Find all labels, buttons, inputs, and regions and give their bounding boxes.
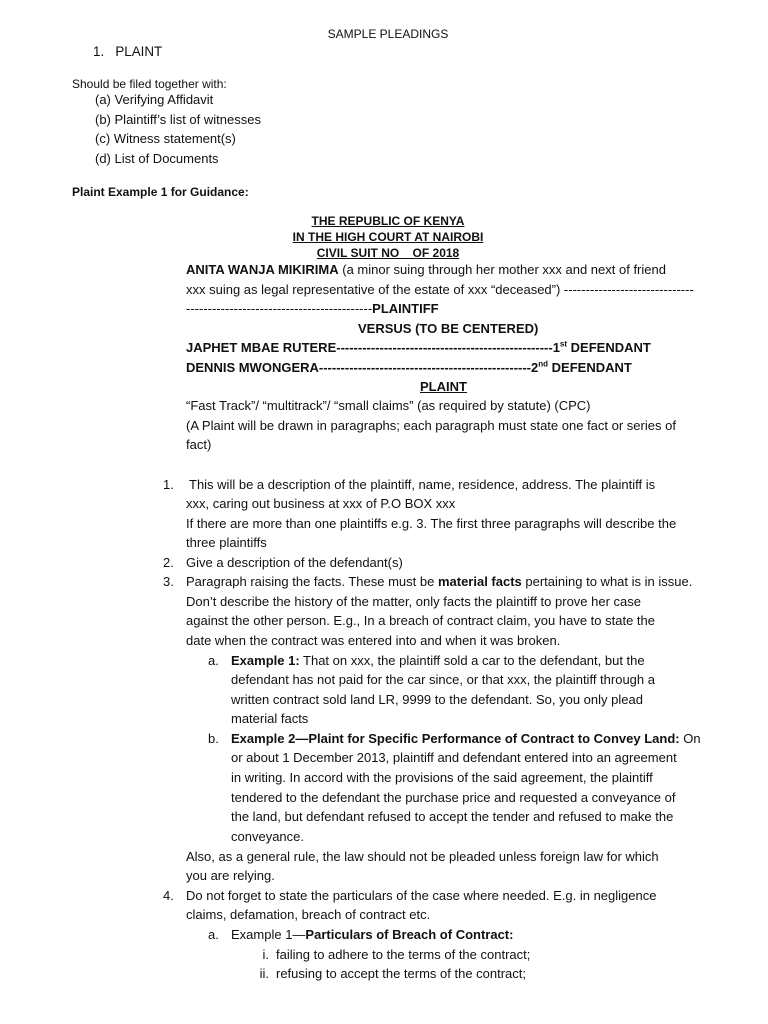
ordinal-suffix: st	[559, 339, 568, 349]
paragraph-text: This will be a description of the plaintiff, name, residence, address. The plaintiff is	[189, 477, 656, 492]
paragraph-number: 2.	[163, 555, 174, 570]
plaint-note-line-2: fact)	[186, 437, 212, 452]
paragraph-3-line-2: Don’t describe the history of the matter, only facts the plaintiff to prove her case	[186, 594, 641, 609]
sublist-marker: a.	[208, 927, 219, 942]
paragraph-text: That on xxx, the plaintiff sold a car to the defendant, but the	[299, 653, 645, 668]
list-item-text: Verifying Affidavit	[114, 92, 214, 107]
list-marker: (a)	[95, 92, 111, 107]
paragraph-4-line-1: Do not forget to state the particulars of the case where needed. E.g. in negligence	[186, 888, 657, 903]
paragraph-3-line-4: date when the contract was entered into and when it was broken.	[186, 633, 561, 648]
versus-line: VERSUS (TO BE CENTERED)	[358, 321, 539, 336]
example-label: Example 1:	[231, 653, 300, 668]
paragraph-number: 3.	[163, 574, 174, 589]
plaint-note-line-1: (A Plaint will be drawn in paragraphs; each paragraph must state one fact or series of	[186, 418, 676, 433]
defendant-2-label: DEFENDANT	[548, 360, 632, 375]
plaintiff-label: PLAINTIFF	[372, 301, 439, 316]
example-label: Particulars of Breach of Contract:	[305, 927, 514, 942]
paragraph-1-line-2: xxx, caring out business at xxx of P.O BOX xxx	[186, 496, 456, 511]
paragraph-1-line-1	[189, 477, 705, 492]
paragraph-4-example	[231, 927, 513, 942]
defendant-1-line	[186, 340, 651, 355]
plaint-track: “Fast Track”/ “multitrack”/ “small claims” (as required by statute) (CPC)	[186, 398, 591, 413]
filed-with-item	[95, 151, 219, 166]
example-2-line-6: conveyance.	[231, 829, 304, 844]
filed-with-intro: Should be filed together with:	[72, 77, 227, 91]
example-2-line-5: the land, but defendant refused to accept the tender and refused to make the	[231, 809, 674, 824]
list-marker: (c)	[95, 131, 111, 146]
paragraph-2-text: Give a description of the defendant(s)	[186, 555, 403, 570]
document-title	[0, 27, 768, 41]
paragraph-text: Paragraph raising the facts. These must be	[186, 574, 438, 589]
list-marker: (b)	[95, 112, 111, 127]
rule-line-2: you are relying.	[186, 868, 275, 883]
sublist-marker: a.	[208, 653, 219, 668]
example-heading: Plaint Example 1 for Guidance:	[72, 185, 249, 199]
plaintiff-name: ANITA WANJA MIKIRIMA	[186, 262, 339, 277]
paragraph-3-line-1	[186, 574, 692, 589]
emphasis-text: material facts	[437, 574, 522, 589]
filed-with-item	[95, 131, 236, 146]
particular-item: failing to adhere to the terms of the contract;	[276, 947, 531, 962]
example-1-line-2: defendant has not paid for the car since, or that xxx, the plaintiff through a	[231, 672, 655, 687]
filed-with-item	[95, 92, 213, 107]
plaint-title: PLAINT	[420, 379, 467, 394]
particular-item: refusing to accept the terms of the contract;	[276, 966, 527, 981]
paragraph-text: Example 1—	[231, 927, 306, 942]
document-title-text: SAMPLE PLEADINGS	[327, 27, 449, 41]
filed-with-item	[95, 112, 261, 127]
defendant-2-name: DENNIS MWONGERA-------------------------------------------------2	[186, 360, 539, 375]
list-item-text: List of Documents	[114, 151, 219, 166]
rule-line-1: Also, as a general rule, the law should not be pleaded unless foreign law for which	[186, 849, 659, 864]
section-number: 1.	[93, 44, 105, 59]
section-title: PLAINT	[115, 44, 163, 59]
paragraph-4-line-2: claims, defamation, breach of contract etc.	[186, 907, 431, 922]
list-marker: (d)	[95, 151, 111, 166]
example-1-line-1	[231, 653, 645, 668]
defendant-1-label: DEFENDANT	[567, 340, 651, 355]
section-heading	[93, 44, 162, 59]
sublist-marker: b.	[208, 731, 219, 746]
plaintiff-dashes: -------------------------------------------	[186, 301, 373, 316]
plaintiff-line-2: xxx suing as legal representative of the estate of xxx “deceased”) ------------------------------	[186, 282, 694, 297]
plaintiff-line-3	[186, 301, 439, 316]
roman-marker: i.	[262, 947, 269, 962]
example-2-line-2: or about 1 December 2013, plaintiff and defendant entered into an agreement	[231, 750, 677, 765]
ordinal-suffix: nd	[538, 359, 549, 369]
example-2-line-3: in writing. In accord with the provisions of the said agreement, the plaintiff	[231, 770, 653, 785]
court-line-3: CIVIL SUIT NO OF 2018	[316, 246, 460, 260]
paragraph-number: 4.	[163, 888, 174, 903]
defendant-1-name: JAPHET MBAE RUTERE--------------------------------------------------1	[186, 340, 560, 355]
court-line-1: THE REPUBLIC OF KENYA	[311, 214, 465, 228]
roman-marker: ii.	[259, 966, 269, 981]
plaintiff-line-1	[186, 262, 666, 277]
example-2-line-4: tendered to the defendant the purchase price and requested a conveyance of	[231, 790, 676, 805]
example-label: Example 2—Plaint for Specific Performance of Contract to Convey Land:	[231, 731, 680, 746]
paragraph-text: On	[679, 731, 701, 746]
paragraph-1-line-3: If there are more than one plaintiffs e.g. 3. The first three paragraphs will describe the	[186, 516, 677, 531]
paragraph-text: pertaining to what is in issue.	[521, 574, 693, 589]
defendant-2-line	[186, 360, 632, 375]
paragraph-3-line-3: against the other person. E.g., In a breach of contract claim, you have to state the	[186, 613, 655, 628]
paragraph-1-line-4: three plaintiffs	[186, 535, 267, 550]
plaintiff-description: (a minor suing through her mother xxx and next of friend	[338, 262, 666, 277]
example-1-line-4: material facts	[231, 711, 309, 726]
example-1-line-3: written contract sold land LR, 9999 to the defendant. So, you only plead	[231, 692, 643, 707]
example-2-line-1	[231, 731, 701, 746]
court-line-2: IN THE HIGH COURT AT NAIROBI	[292, 230, 484, 244]
paragraph-number: 1.	[163, 477, 174, 492]
list-item-text: Plaintiff’s list of witnesses	[114, 112, 261, 127]
list-item-text: Witness statement(s)	[113, 131, 236, 146]
